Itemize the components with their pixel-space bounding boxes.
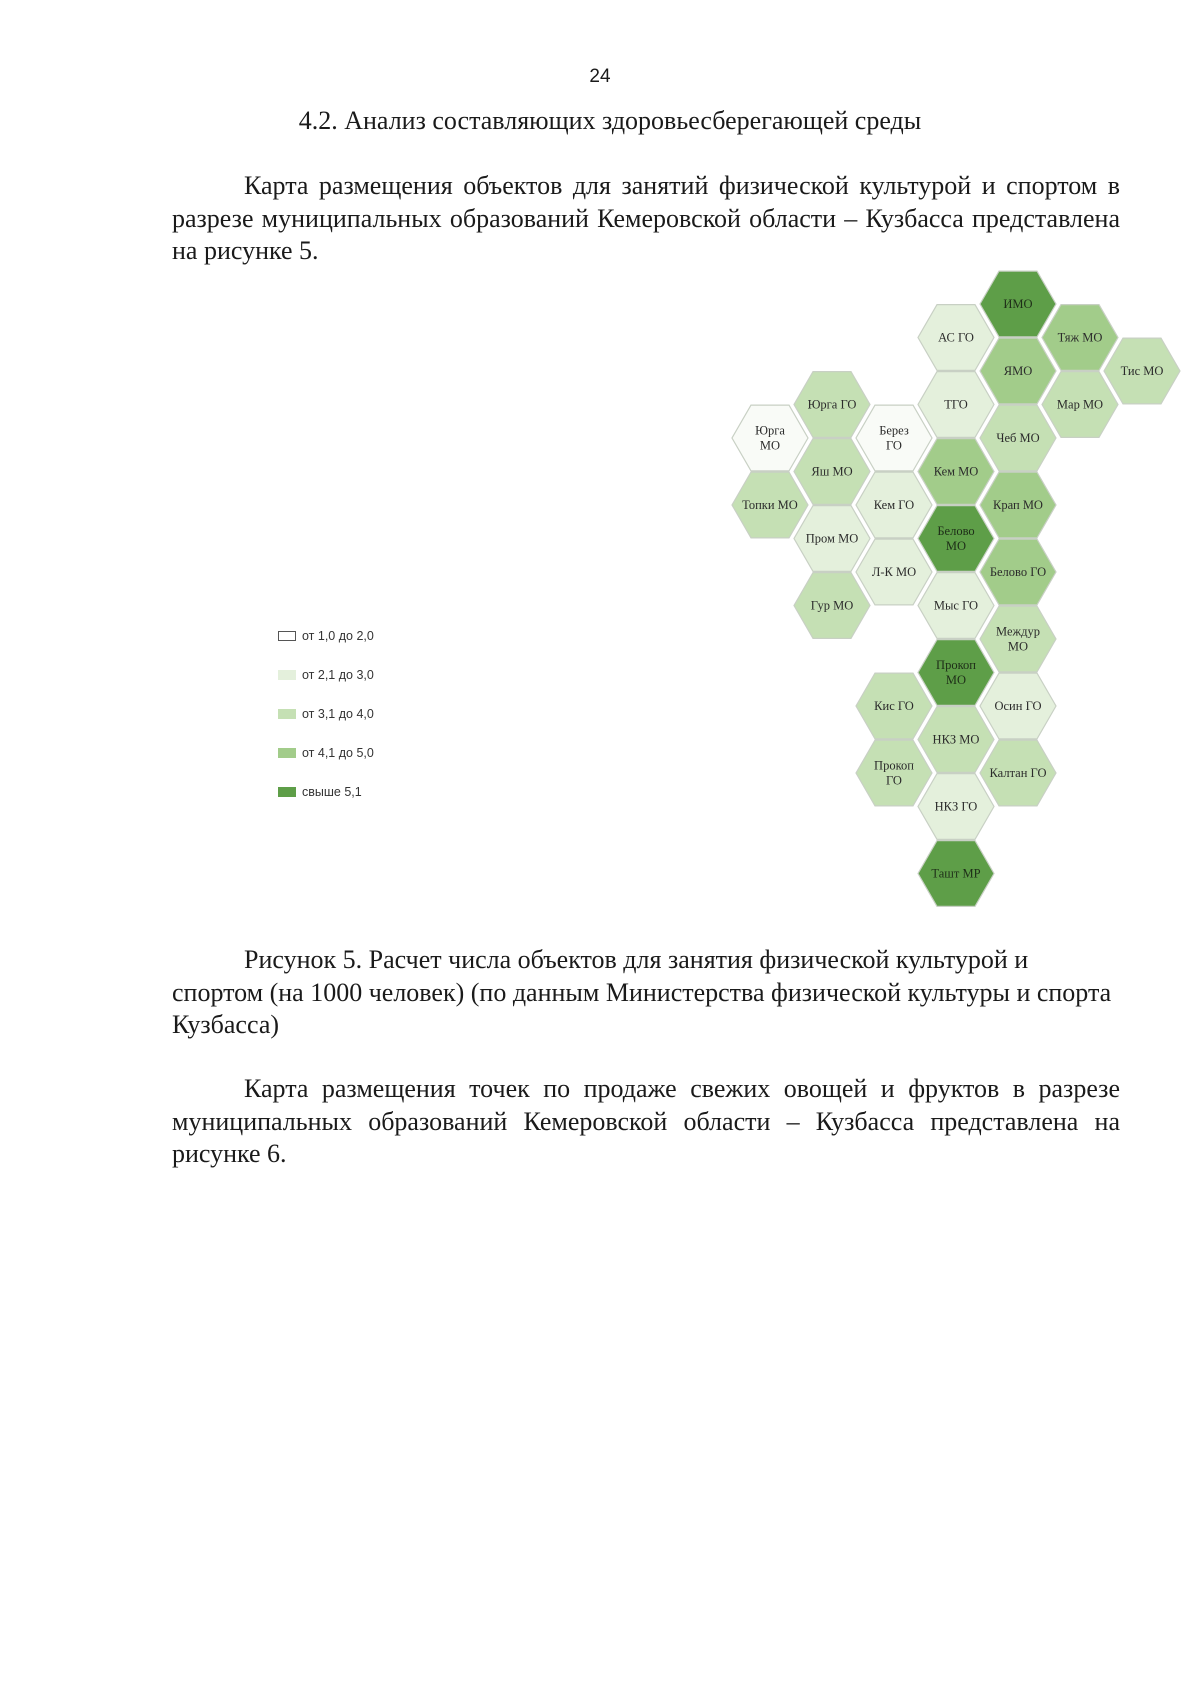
hex-label: Тяж МО xyxy=(1057,330,1103,345)
legend-item xyxy=(278,667,374,683)
hex-label: ТГО xyxy=(944,397,968,412)
section-heading: 4.2. Анализ составляющих здоровьесберегающей среды xyxy=(298,106,922,135)
hex-cell xyxy=(918,372,994,438)
legend-label: от 3,1 до 4,0 xyxy=(302,707,374,721)
paragraph-next: Карта размещения точек по продаже свежих овощей и фруктов в разрезе муниципальных образований Кемеровской области – Кузбасса представлена на рисунке 6. xyxy=(172,1074,1120,1168)
hex-label: Топки МО xyxy=(742,498,798,512)
hex-label: Прокоп МО xyxy=(936,658,976,687)
hex-label: Осин ГО xyxy=(994,699,1042,713)
hex-label: Белово ГО xyxy=(989,565,1047,579)
hex-cell xyxy=(980,740,1056,806)
hex-cell xyxy=(794,439,870,505)
hex-cell xyxy=(856,740,932,806)
hex-label: Пром МО xyxy=(805,531,859,546)
legend-label: от 2,1 до 3,0 xyxy=(302,668,374,682)
hex-label: Междур МО xyxy=(996,624,1040,654)
hex-cell xyxy=(794,372,870,438)
hex-label: Мыс ГО xyxy=(933,598,979,613)
legend-item xyxy=(278,628,374,644)
hex-label: Юрга МО xyxy=(755,423,785,453)
hex-cell xyxy=(856,539,932,605)
hex-cell xyxy=(1104,338,1180,404)
hex-label: Калтан ГО xyxy=(989,766,1047,780)
hex-label: Прокоп ГО xyxy=(874,758,914,788)
hex-cell xyxy=(918,573,994,639)
legend-swatch xyxy=(278,748,296,758)
hex-cell xyxy=(980,606,1056,672)
hex-label: Яш МО xyxy=(811,464,853,479)
hex-cell xyxy=(980,338,1056,404)
hex-cell xyxy=(1042,372,1118,438)
hex-cell xyxy=(918,305,994,371)
legend-swatch xyxy=(278,631,296,641)
legend-item xyxy=(278,706,374,722)
hex-label: Кем ГО xyxy=(873,498,915,512)
page-number: 24 xyxy=(589,66,611,87)
hex-label: АС ГО xyxy=(938,330,974,345)
hex-cell xyxy=(980,472,1056,538)
hex-label: НКЗ ГО xyxy=(934,799,978,814)
legend-swatch xyxy=(278,709,296,719)
hex-label: Ташт МР xyxy=(931,866,981,881)
hex-label: ИМО xyxy=(1003,297,1033,311)
hex-cell xyxy=(918,707,994,773)
hex-cell xyxy=(856,673,932,739)
legend-swatch xyxy=(278,787,296,797)
hex-cell xyxy=(1042,305,1118,371)
hex-cell xyxy=(980,673,1056,739)
hex-cell xyxy=(732,405,808,471)
hex-cell xyxy=(794,506,870,572)
hex-label: Юрга ГО xyxy=(807,397,857,412)
hex-cell xyxy=(856,472,932,538)
hex-label: Гур МО xyxy=(810,598,854,613)
hex-label: Кис ГО xyxy=(874,699,914,713)
hex-cell xyxy=(918,774,994,840)
hex-cell xyxy=(918,640,994,706)
hex-label: Крап МО xyxy=(993,498,1043,512)
hex-cell xyxy=(856,405,932,471)
legend-label: свыше 5,1 xyxy=(302,785,362,799)
legend-item xyxy=(278,784,362,800)
paragraph-intro: Карта размещения объектов для занятий физической культурой и спортом в разрезе муниципальных образований Кемеровской области – Кузбасса представлена на рисунке 5. xyxy=(172,171,1120,265)
legend-swatch xyxy=(278,670,296,680)
hex-label: ЯМО xyxy=(1003,364,1033,378)
figure-caption: Рисунок 5. Расчет числа объектов для занятия физической культурой и спортом (на 1000 человек) (по данным Министерства физической культуры и спорта Кузбасса) xyxy=(172,945,1112,1039)
hex-label: Тис МО xyxy=(1120,364,1164,378)
hex-cell xyxy=(980,405,1056,471)
hex-cell xyxy=(918,506,994,572)
hex-cell xyxy=(918,439,994,505)
hex-cell xyxy=(732,472,808,538)
hex-cell xyxy=(980,271,1056,337)
hex-label: Чеб МО xyxy=(996,431,1040,445)
hex-label: Белово МО xyxy=(937,524,975,553)
legend-label: от 4,1 до 5,0 xyxy=(302,746,374,760)
hex-label: Л-К МО xyxy=(871,565,917,579)
hex-label: Мар МО xyxy=(1056,397,1104,412)
hex-label: Берез ГО xyxy=(879,423,909,453)
hex-cell xyxy=(980,539,1056,605)
hex-label: Кем МО xyxy=(933,464,979,479)
legend-label: от 1,0 до 2,0 xyxy=(302,629,374,643)
legend-item xyxy=(278,745,374,761)
hex-cell xyxy=(794,573,870,639)
hex-cell xyxy=(918,841,994,907)
hex-label: НКЗ МО xyxy=(932,732,980,747)
